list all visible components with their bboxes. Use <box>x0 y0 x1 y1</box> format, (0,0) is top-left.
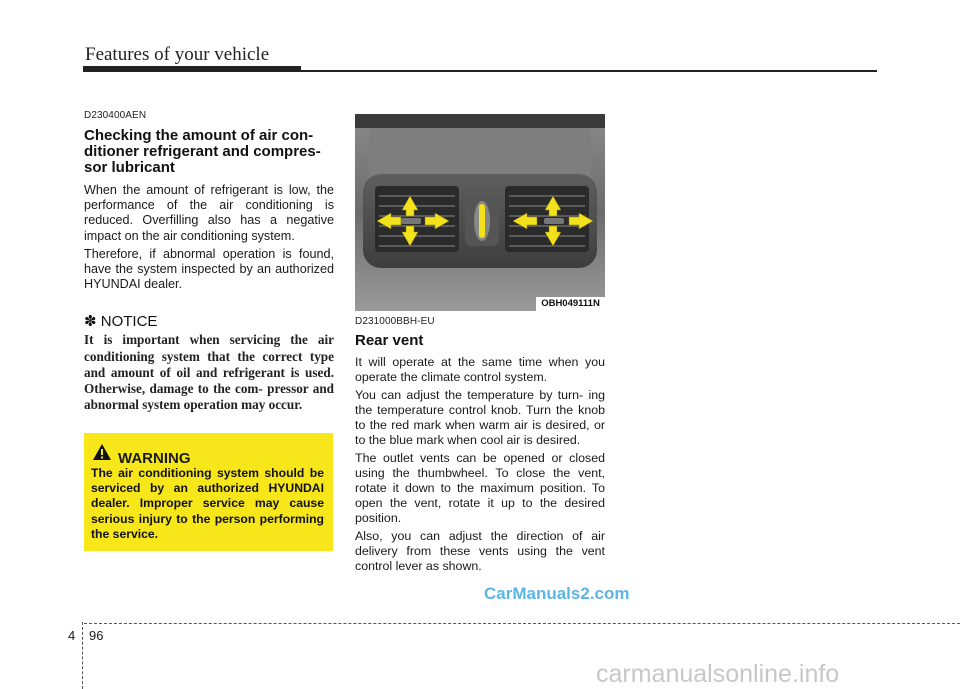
section-code: D231000BBH-EU <box>355 316 435 327</box>
warning-triangle-icon <box>92 443 112 466</box>
chapter-number: 4 <box>68 628 76 643</box>
figure-label: OBH049111N <box>536 297 605 311</box>
notice-title: ✽ NOTICE <box>84 313 158 331</box>
right-column <box>355 316 605 577</box>
warning-title: WARNING <box>118 450 191 467</box>
watermark-link[interactable]: CarManuals2.com <box>484 584 630 603</box>
paragraph: It will operate at the same time when you operate the climate control system. <box>355 355 605 384</box>
section-heading: Rear vent <box>355 332 424 349</box>
section-code: D230400AEN <box>84 110 147 121</box>
paragraph: Also, you can adjust the direction of air delivery from these vents using the vent control lever as shown. <box>355 529 605 573</box>
warning-header <box>92 443 191 466</box>
section-heading: Checking the amount of air con- ditioner refrigerant and compres- sor lubricant <box>84 127 321 176</box>
left-column <box>84 110 334 413</box>
footer-rule <box>84 623 960 624</box>
warning-body: The air conditioning system should be serviced by an authorized HYUNDAI dealer. Improper service may cause serious injury to the person performing the service. <box>91 466 324 541</box>
notice-body: It is important when servicing the air conditioning system that the correct type and amount of oil and refrigerant is used. Otherwise, damage to the com- pressor and abnormal system operation may occur. <box>84 332 334 413</box>
footer-site-watermark: carmanualsonline.info <box>596 660 840 688</box>
paragraph: The outlet vents can be opened or closed using the thumbwheel. To close the vent, rotate it down to the maximum position. To open the vent, rotate it up to the desired position. <box>355 451 605 525</box>
header-rule-thin <box>301 70 877 72</box>
page-number: 96 <box>89 628 104 643</box>
footer-divider <box>82 622 83 689</box>
warning-box <box>84 433 333 551</box>
rear-vent-photo <box>355 114 605 311</box>
paragraph: When the amount of refrigerant is low, the performance of the air conditioning is reduced. Overfilling also has a negative impact on the air conditioning system. <box>84 183 334 243</box>
page-header-title: Features of your vehicle <box>85 44 270 65</box>
paragraph: You can adjust the temperature by turn- ing the temperature control knob. Turn the knob to the red mark when warm air is desired, or to the blue mark when cool air is desired. <box>355 388 605 447</box>
header-rule <box>83 66 301 72</box>
paragraph: Therefore, if abnormal operation is found, have the system inspected by an authorized HYUNDAI dealer. <box>84 246 334 292</box>
